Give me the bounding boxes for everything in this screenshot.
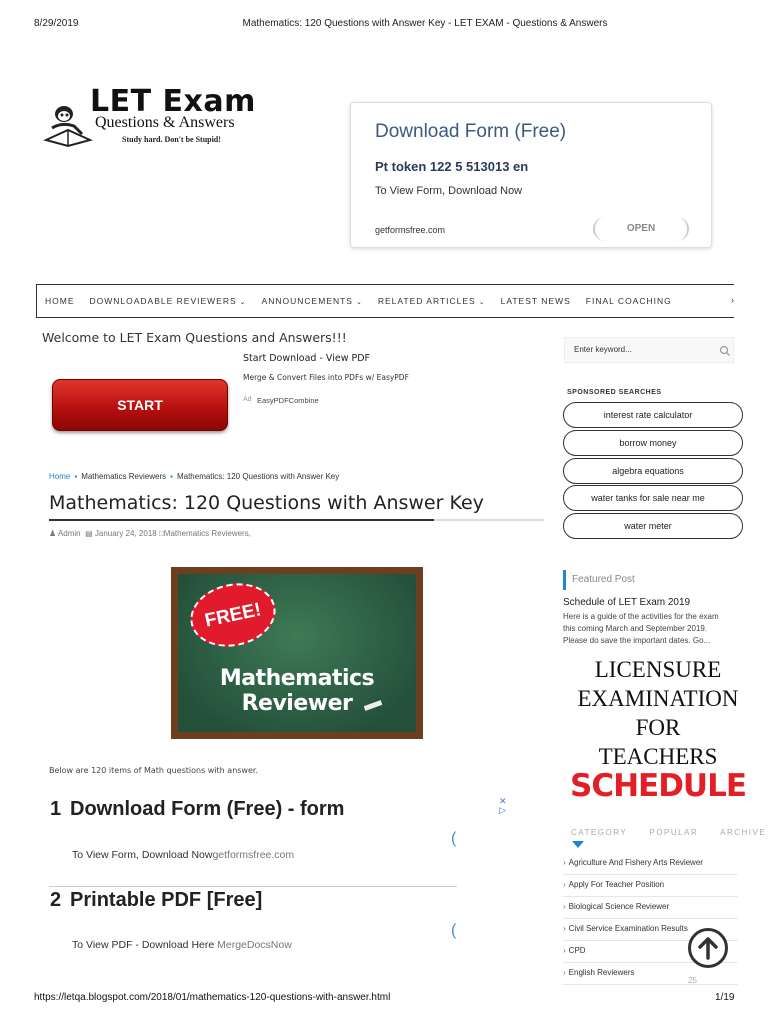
nav-item-label: ANNOUNCEMENTS bbox=[261, 296, 353, 306]
licensure-line: TEACHERS bbox=[598, 744, 718, 769]
chevron-right-icon: › bbox=[563, 968, 566, 977]
category-item[interactable] bbox=[563, 875, 738, 897]
page-counter: 25 bbox=[688, 976, 697, 985]
featured-accent-bar bbox=[563, 570, 566, 590]
chalkboard bbox=[178, 574, 416, 732]
post-date: January 24, 2018 bbox=[94, 529, 157, 538]
nav-item-label: HOME bbox=[45, 296, 75, 306]
category-label: Civil Service Examination Results bbox=[568, 924, 688, 933]
chevron-down-icon: ⌄ bbox=[478, 299, 486, 306]
start-button[interactable]: START bbox=[52, 379, 228, 431]
featured-image-text[interactable] bbox=[563, 655, 753, 771]
main-nav bbox=[36, 284, 734, 318]
inline-ad-2-description[interactable] bbox=[72, 939, 292, 951]
top-ad-open-button[interactable]: OPEN bbox=[593, 217, 689, 241]
arrow-up-icon bbox=[691, 931, 725, 965]
free-badge: FREE! bbox=[184, 576, 281, 655]
chevron-right-icon: › bbox=[563, 946, 566, 955]
featured-post-description bbox=[563, 611, 738, 647]
licensure-line: EXAMINATION bbox=[577, 686, 739, 711]
top-ad-subtitle: Pt token 122 5 513013 en bbox=[375, 159, 529, 174]
download-ad-description: Merge & Convert Files into PDFs w/ EasyPDF bbox=[243, 373, 409, 382]
breadcrumb-category[interactable]: Mathematics Reviewers bbox=[81, 472, 167, 481]
ad-label: Ad bbox=[243, 396, 252, 403]
inline-ad-title[interactable]: Printable PDF [Free] bbox=[70, 889, 263, 911]
title-underline bbox=[49, 519, 434, 521]
search-box[interactable] bbox=[564, 337, 734, 363]
print-date: 8/29/2019 bbox=[34, 18, 79, 29]
chevron-right-icon: › bbox=[563, 858, 566, 867]
top-ad-description: To View Form, Download Now bbox=[375, 185, 523, 197]
nav-item-home[interactable] bbox=[45, 296, 75, 306]
inline-ad-site: getformsfree.com bbox=[212, 849, 295, 861]
logo-title[interactable]: LET Exam bbox=[90, 84, 256, 119]
inline-ad-2-heading[interactable] bbox=[50, 889, 262, 912]
search-icon[interactable] bbox=[719, 344, 731, 362]
category-label: Apply For Teacher Position bbox=[568, 880, 665, 889]
image-text: Mathematics Reviewer bbox=[219, 666, 375, 716]
chevron-down-icon: ⌄ bbox=[239, 299, 247, 306]
sponsored-search-item[interactable]: borrow money bbox=[563, 430, 743, 456]
featured-desc-line: Please do save the important dates. Go... bbox=[563, 636, 711, 645]
inline-ad-title[interactable]: Download Form (Free) - form bbox=[70, 798, 345, 820]
nav-item-related-articles[interactable] bbox=[378, 296, 486, 306]
inline-ad-number: 1 bbox=[50, 798, 62, 820]
user-icon: ♟ bbox=[49, 529, 57, 538]
breadcrumb bbox=[49, 472, 339, 481]
top-ad-card[interactable] bbox=[350, 102, 712, 248]
page-title: Mathematics: 120 Questions with Answer Key bbox=[49, 492, 484, 514]
sponsored-searches-label: SPONSORED SEARCHES bbox=[567, 389, 662, 396]
scroll-to-top-button[interactable] bbox=[688, 928, 728, 968]
breadcrumb-current: Mathematics: 120 Questions with Answer Key bbox=[176, 472, 340, 481]
post-image bbox=[171, 567, 423, 739]
breadcrumb-separator-icon: ▪ bbox=[74, 472, 78, 481]
print-url: https://letqa.blogspot.com/2018/01/mathematics-120-questions-with-answer.html bbox=[34, 992, 391, 1003]
tab-archive[interactable]: ARCHIVE bbox=[720, 828, 767, 837]
category-label: English Reviewers bbox=[568, 968, 635, 977]
category-item[interactable] bbox=[563, 897, 738, 919]
nav-item-label: RELATED ARTICLES bbox=[377, 296, 476, 306]
nav-item-final-coaching[interactable] bbox=[586, 296, 672, 306]
chevron-right-icon: › bbox=[563, 924, 566, 933]
chevron-down-icon: ⌄ bbox=[355, 299, 363, 306]
chevron-right-icon: › bbox=[563, 880, 566, 889]
nav-item-announcements[interactable] bbox=[262, 296, 363, 306]
post-intro: Below are 120 items of Math questions with answer. bbox=[49, 766, 258, 775]
ad-choices-icon[interactable]: ✕ ▷ bbox=[499, 796, 507, 815]
featured-desc-line: this coming March and September 2019. bbox=[563, 624, 708, 633]
inline-ad-number: 2 bbox=[50, 889, 62, 911]
inline-ad-1-description[interactable] bbox=[72, 849, 294, 861]
sponsored-search-item[interactable]: water meter bbox=[563, 513, 743, 539]
featured-post-title[interactable]: Schedule of LET Exam 2019 bbox=[563, 597, 691, 608]
nav-item-downloadable-reviewers[interactable] bbox=[90, 296, 247, 306]
search-input[interactable]: Enter keyword... bbox=[574, 345, 632, 354]
inline-ad-1-heading[interactable] bbox=[50, 798, 344, 821]
active-tab-indicator-icon bbox=[572, 841, 584, 848]
logo-mascot-icon[interactable] bbox=[42, 100, 94, 148]
inline-ad-desc: To View PDF - Download Here bbox=[72, 939, 215, 951]
nav-item-label: LATEST NEWS bbox=[500, 296, 571, 306]
category-label: Biological Science Reviewer bbox=[568, 902, 670, 911]
logo-tagline: Study hard. Don't be Stupid! bbox=[122, 135, 221, 144]
post-meta bbox=[49, 529, 251, 538]
inline-ad-desc: To View Form, Download Now bbox=[72, 849, 213, 861]
category-item[interactable] bbox=[563, 853, 738, 875]
inline-ad-site: MergeDocsNow bbox=[217, 939, 292, 951]
sponsored-search-item[interactable]: water tanks for sale near me bbox=[563, 485, 743, 511]
inline-ad-divider bbox=[49, 886, 457, 887]
licensure-line: LICENSURE bbox=[594, 657, 722, 682]
post-author[interactable]: Admin bbox=[57, 529, 81, 538]
logo-subtitle: Questions & Answers bbox=[95, 114, 235, 131]
download-ad-advertiser[interactable]: EasyPDFCombine bbox=[257, 396, 319, 405]
sponsored-search-item[interactable]: algebra equations bbox=[563, 458, 743, 484]
category-label: CPD bbox=[568, 946, 586, 955]
welcome-text: Welcome to LET Exam Questions and Answers!!! bbox=[42, 330, 347, 345]
nav-more-icon[interactable]: › bbox=[731, 295, 734, 305]
licensure-line: FOR bbox=[635, 715, 681, 740]
nav-item-latest-news[interactable] bbox=[501, 296, 571, 306]
tab-category[interactable]: CATEGORY bbox=[571, 828, 628, 837]
tab-popular[interactable]: POPULAR bbox=[649, 828, 699, 837]
download-ad-title[interactable]: Start Download - View PDF bbox=[243, 353, 370, 364]
featured-desc-line: Here is a guide of the activities for the exam bbox=[563, 612, 719, 621]
nav-item-label: FINAL COACHING bbox=[585, 296, 672, 306]
inline-ad-1-arrow-icon[interactable]: ( bbox=[451, 830, 457, 847]
sidebar-tabs bbox=[571, 828, 766, 837]
featured-post-label: Featured Post bbox=[572, 574, 635, 585]
calendar-icon: ▤ bbox=[85, 529, 93, 538]
inline-ad-2-arrow-icon[interactable]: ( bbox=[451, 922, 457, 939]
sponsored-search-item[interactable]: interest rate calculator bbox=[563, 402, 743, 428]
breadcrumb-home[interactable]: Home bbox=[49, 472, 71, 481]
top-ad-url[interactable]: getformsfree.com bbox=[375, 225, 446, 235]
breadcrumb-separator-icon: ▪ bbox=[170, 472, 173, 481]
post-category[interactable]: Mathematics Reviewers, bbox=[163, 529, 251, 538]
schedule-heading: SCHEDULE bbox=[570, 768, 747, 804]
top-ad-title[interactable]: Download Form (Free) bbox=[375, 121, 567, 142]
print-page-number: 1/19 bbox=[715, 992, 735, 1003]
folder-icon: □ bbox=[158, 529, 164, 538]
category-label: Agriculture And Fishery Arts Reviewer bbox=[568, 858, 703, 867]
nav-item-label: DOWNLOADABLE REVIEWERS bbox=[89, 296, 237, 306]
print-title: Mathematics: 120 Questions with Answer Key - LET EXAM - Questions & Answers bbox=[242, 18, 608, 29]
chevron-right-icon: › bbox=[563, 902, 566, 911]
